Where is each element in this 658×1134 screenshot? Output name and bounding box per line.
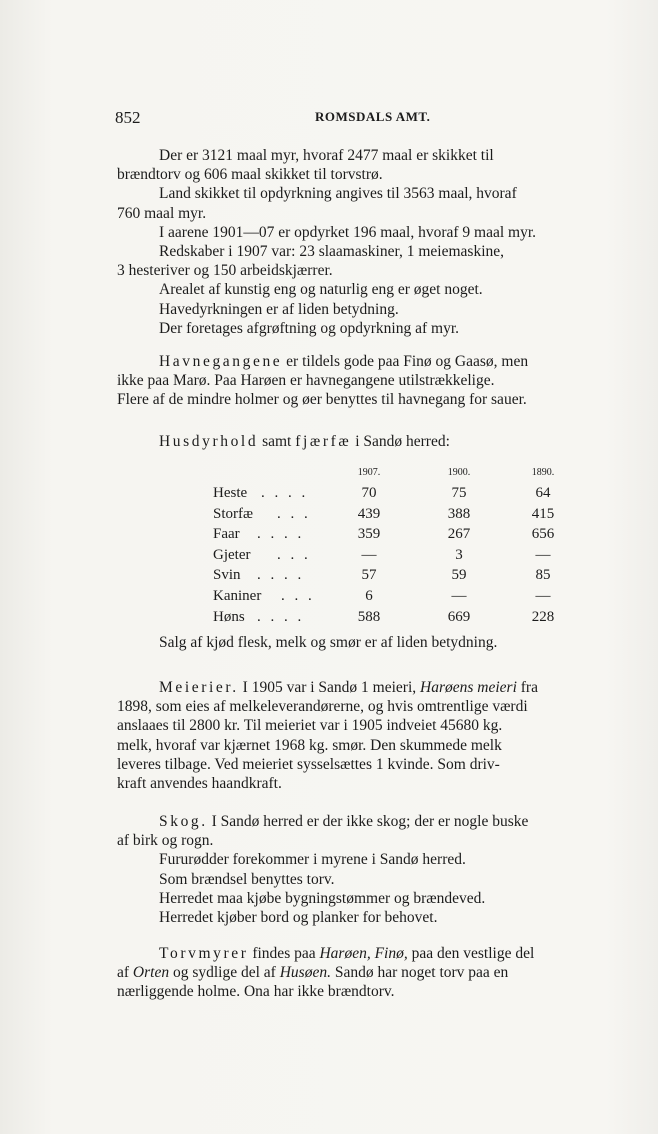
text-line: Havedyrkningen er af liden betydning. xyxy=(159,300,399,318)
text-span: samt xyxy=(258,433,296,450)
text-line: I aarene 1901—07 er opdyrket 196 maal, hvoraf 9 maal myr. xyxy=(159,223,537,241)
pasture-paragraph xyxy=(117,352,643,410)
table-cell: 75 xyxy=(451,485,467,501)
table-cell: 588 xyxy=(357,608,381,625)
table-row xyxy=(213,567,573,588)
row-label: Høns xyxy=(213,608,245,625)
text-span: I Sandø herred er der ikke skog; der er nogle buske xyxy=(207,813,529,830)
table-row xyxy=(213,547,573,568)
text-span: I 1905 var i Sandø 1 meieri, xyxy=(238,679,421,696)
text-line: Flere af de mindre holmer og øer benyttes til havnegang for sauer. xyxy=(117,391,527,409)
text-line: Salg af kjød flesk, melk og smør er af liden betydning. xyxy=(159,634,498,651)
leader-dots: . . . . xyxy=(257,608,305,625)
table-cell: 70 xyxy=(361,485,377,501)
section-lead: Husdyrhold xyxy=(159,433,259,450)
table-cell: 228 xyxy=(531,608,555,625)
leader-dots: . . . . xyxy=(257,567,305,584)
table-row xyxy=(213,609,573,630)
sales-paragraph xyxy=(117,633,643,652)
table-row xyxy=(213,526,573,547)
table-cell: 85 xyxy=(535,567,551,584)
page-header xyxy=(115,108,643,132)
text-span: Harøens meieri xyxy=(420,679,517,696)
table-cell: 656 xyxy=(531,526,555,543)
livestock-table xyxy=(213,465,573,629)
text-line: Som brændsel benyttes torv. xyxy=(159,870,335,888)
page-number: 852 xyxy=(115,108,141,127)
text-line: 3 hesteriver og 150 arbeidskjærrer. xyxy=(117,262,333,280)
leader-dots: . . . . xyxy=(257,526,305,543)
table-cell: 6 xyxy=(365,587,373,604)
text-span: af xyxy=(117,964,133,982)
text-line: leveres tilbage. Ved meieriet sysselsættes 1 kvinde. Som driv- xyxy=(117,755,500,773)
leader-dots: . . . xyxy=(277,505,311,522)
table-cell: — xyxy=(535,587,551,604)
text-span: fra xyxy=(516,679,538,696)
table-cell: 388 xyxy=(447,505,471,522)
row-label: Svin xyxy=(213,567,241,584)
text-line: Arealet af kunstig eng og naturlig eng er øget noget. xyxy=(159,281,483,299)
text-line: 1898, som eies af melkeleverandørerne, og hvis omtrentlige værdi xyxy=(117,698,528,716)
running-title: ROMSDALS AMT. xyxy=(315,109,431,124)
table-cell: 3 xyxy=(455,546,463,563)
text-line: nærliggende holme. Ona har ikke brændtorv. xyxy=(117,983,395,1001)
text-span: findes paa xyxy=(248,945,320,962)
land-use-paragraph xyxy=(117,146,643,338)
text-line: 760 maal myr. xyxy=(117,204,207,222)
text-line: brændtorv og 606 maal skikket til torvstrø. xyxy=(117,166,383,184)
table-cell: — xyxy=(361,546,377,563)
row-label: Gjeter xyxy=(213,546,251,563)
text-span: Orten xyxy=(132,964,170,982)
section-lead: fjærfæ xyxy=(295,433,352,450)
text-span: Sandø har noget torv paa en xyxy=(330,964,509,982)
text-line: af birk og rogn. xyxy=(117,832,214,850)
row-label: Storfæ xyxy=(213,505,254,522)
section-lead: Skog. xyxy=(159,813,208,830)
peat-paragraph xyxy=(117,944,643,1002)
table-cell: — xyxy=(535,546,551,563)
text-span: er tildels gode paa Finø og Gaasø, men xyxy=(282,353,529,370)
text-span: i Sandø herred: xyxy=(351,433,450,450)
column-header: 1900. xyxy=(447,467,471,478)
table-header-row xyxy=(213,465,573,485)
text-span: paa den vestlige del xyxy=(407,945,535,962)
table-cell: 439 xyxy=(357,505,381,522)
text-span: Husøen. xyxy=(279,964,331,982)
table-row xyxy=(213,506,573,527)
table-cell: 64 xyxy=(535,485,551,501)
table-cell: — xyxy=(451,587,467,604)
text-line: melk, hvoraf var kjærnet 1968 kg. smør. Den skummede melk xyxy=(117,736,502,754)
leader-dots: . . . xyxy=(277,546,311,563)
text-line: Der er 3121 maal myr, hvoraf 2477 maal er skikket til xyxy=(159,147,494,164)
text-line: Redskaber i 1907 var: 23 slaamaskiner, 1 meiemaskine, xyxy=(159,243,505,261)
text-line: anslaaes til 2800 kr. Til meieriet var i 1905 indveiet 45680 kg. xyxy=(117,717,503,735)
table-cell: 359 xyxy=(357,526,381,543)
row-label: Kaniner xyxy=(213,587,262,604)
table-cell: 267 xyxy=(447,526,471,543)
text-span: Harøen, Finø, xyxy=(319,945,408,962)
table-cell: 669 xyxy=(447,608,471,625)
text-span: og sydlige del af xyxy=(169,964,280,982)
table-row xyxy=(213,485,573,506)
text-line: kraft anvendes haandkraft. xyxy=(117,775,282,793)
section-lead: Meierier. xyxy=(159,679,239,696)
text-line: Land skikket til opdyrkning angives til 3563 maal, hvoraf xyxy=(159,185,517,203)
column-header: 1890. xyxy=(531,467,555,478)
text-line: Der foretages afgrøftning og opdyrkning af myr. xyxy=(159,319,460,337)
section-lead: Havnegangene xyxy=(159,353,283,370)
dairy-paragraph xyxy=(117,678,643,793)
table-cell: 59 xyxy=(451,567,467,584)
text-line: Herredet kjøber bord og planker for behovet. xyxy=(159,909,438,927)
text-line: Fururødder forekommer i myrene i Sandø herred. xyxy=(159,851,466,869)
livestock-heading xyxy=(117,432,643,451)
column-header: 1907. xyxy=(357,467,381,478)
row-label: Heste xyxy=(213,485,248,501)
table-cell: 57 xyxy=(361,567,377,584)
table-row xyxy=(213,588,573,609)
text-line: ikke paa Marø. Paa Harøen er havnegangene utilstrækkelige. xyxy=(117,372,495,390)
row-label: Faar xyxy=(213,526,240,543)
text-line: Herredet maa kjøbe bygningstømmer og brændeved. xyxy=(159,889,486,907)
section-lead: Torvmyrer xyxy=(159,945,249,962)
forest-paragraph xyxy=(117,812,643,927)
leader-dots: . . . xyxy=(281,587,315,604)
table-cell: 415 xyxy=(531,505,555,522)
leader-dots: . . . . xyxy=(261,485,309,501)
